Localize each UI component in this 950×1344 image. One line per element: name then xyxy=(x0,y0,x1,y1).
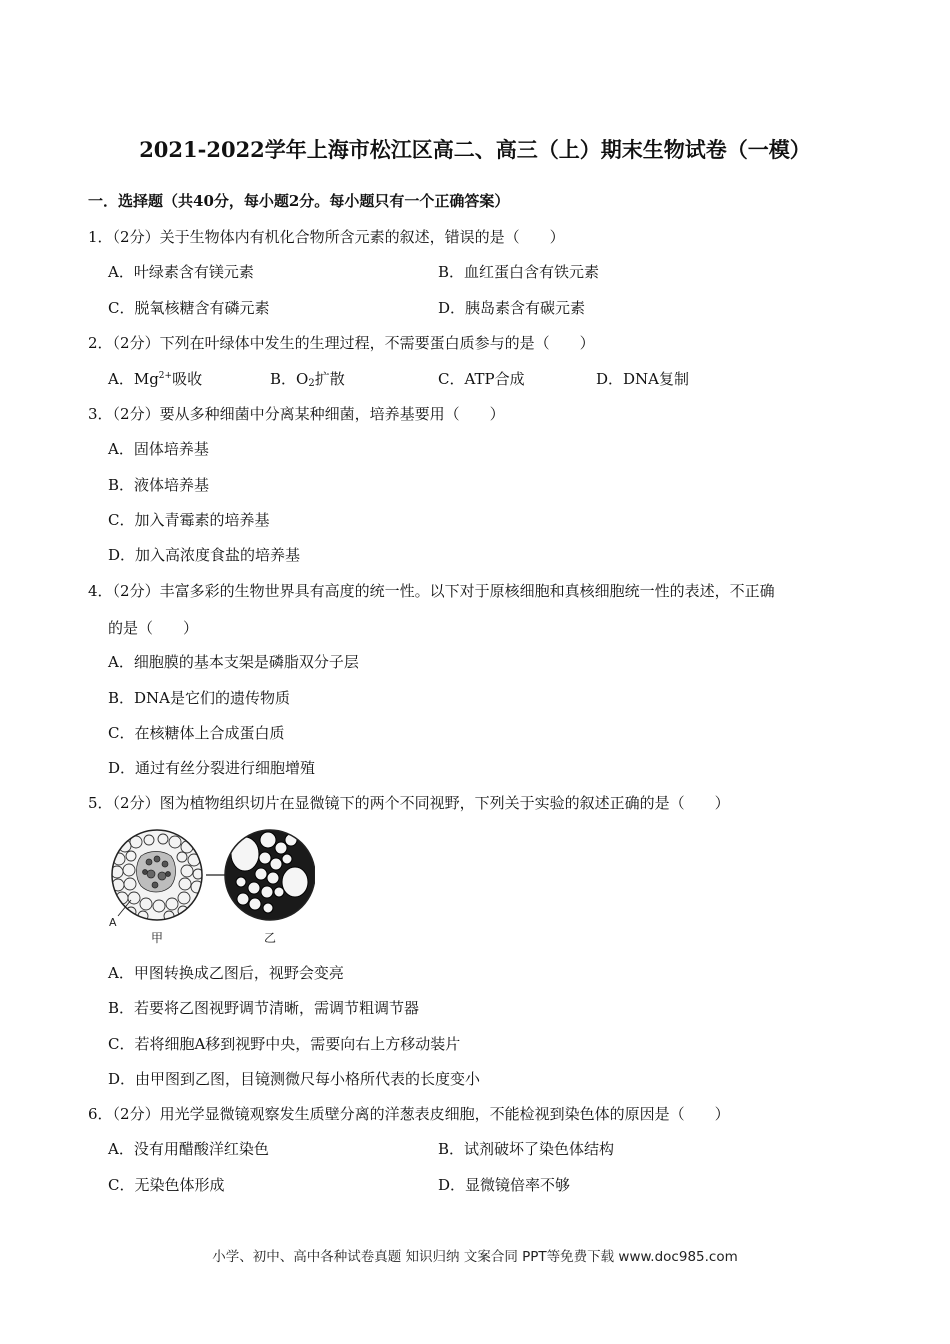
question-4-stem-continued: 的是（ ） xyxy=(108,619,199,637)
question-3-stem: 3．（2分）要从多种细菌中分离某种细菌，培养基要用（ ） xyxy=(88,405,505,423)
question-3-option-b: B．液体培养基 xyxy=(108,476,210,494)
microscope-figure xyxy=(105,826,315,948)
question-2-option-c: C．ATP合成 xyxy=(438,370,525,388)
question-1-option-d: D．胰岛素含有碳元素 xyxy=(438,299,586,317)
question-5-option-b: B．若要将乙图视野调节清晰，需调节粗调节器 xyxy=(108,999,420,1017)
figure-label-jia: 甲 xyxy=(151,931,164,945)
question-1-option-c: C．脱氧核糖含有磷元素 xyxy=(108,299,270,317)
question-1-option-a: A．叶绿素含有镁元素 xyxy=(108,263,254,281)
question-2-option-b: B．$O_2$扩散 xyxy=(270,370,345,389)
figure-label-yi: 乙 xyxy=(264,931,277,945)
question-2-option-d: D．DNA复制 xyxy=(596,370,690,388)
question-4-option-d: D．通过有丝分裂进行细胞增殖 xyxy=(108,759,316,777)
question-6-option-a: A．没有用醋酸洋红染色 xyxy=(108,1140,269,1158)
question-3-option-a: A．固体培养基 xyxy=(108,440,209,458)
question-3-option-c: C．加入青霉素的培养基 xyxy=(108,511,270,529)
figure-label-a: A xyxy=(109,916,117,929)
page-footer: 小学、初中、高中各种试卷真题 知识归纳 文案合同 PPT等免费下载 www.doc985.com xyxy=(212,1249,738,1265)
question-4-option-a: A．细胞膜的基本支架是磷脂双分子层 xyxy=(108,653,359,671)
question-2-stem: 2．（2分）下列在叶绿体中发生的生理过程，不需要蛋白质参与的是（ ） xyxy=(88,334,595,352)
question-2-option-a: A．$Mg^{2+}$吸收 xyxy=(108,370,203,388)
question-6-option-c: C．无染色体形成 xyxy=(108,1176,225,1194)
section-heading: 一．选择题（共40分，每小题2分。每小题只有一个正确答案） xyxy=(88,192,510,210)
question-6-stem: 6．（2分）用光学显微镜观察发生质壁分离的洋葱表皮细胞，不能检视到染色体的原因是（ ） xyxy=(88,1105,730,1123)
question-5-option-a: A．甲图转换成乙图后，视野会变亮 xyxy=(108,964,344,982)
question-5-option-d: D．由甲图到乙图，目镜测微尺每小格所代表的长度变小 xyxy=(108,1070,481,1088)
question-6-option-d: D．显微镜倍率不够 xyxy=(438,1176,571,1194)
question-3-option-d: D．加入高浓度食盐的培养基 xyxy=(108,546,301,564)
question-1-option-b: B．血红蛋白含有铁元素 xyxy=(438,263,600,281)
question-4-stem: 4．（2分）丰富多彩的生物世界具有高度的统一性。以下对于原核细胞和真核细胞统一性的表述，不正确 xyxy=(88,582,775,600)
question-6-option-b: B．试剂破坏了染色体结构 xyxy=(438,1140,615,1158)
question-5-stem: 5．（2分）图为植物组织切片在显微镜下的两个不同视野，下列关于实验的叙述正确的是（ ） xyxy=(88,794,730,812)
question-5-option-c: C．若将细胞A移到视野中央，需要向右上方移动装片 xyxy=(108,1035,461,1053)
high-magnification-view xyxy=(220,826,315,926)
question-1-stem: 1．（2分）关于生物体内有机化合物所含元素的叙述，错误的是（ ） xyxy=(88,228,565,246)
page-title: 2021-2022学年上海市松江区高二、高三（上）期末生物试卷（一模） xyxy=(139,137,811,162)
question-4-option-c: C．在核糖体上合成蛋白质 xyxy=(108,724,285,742)
question-4-option-b: B．DNA是它们的遗传物质 xyxy=(108,689,291,707)
